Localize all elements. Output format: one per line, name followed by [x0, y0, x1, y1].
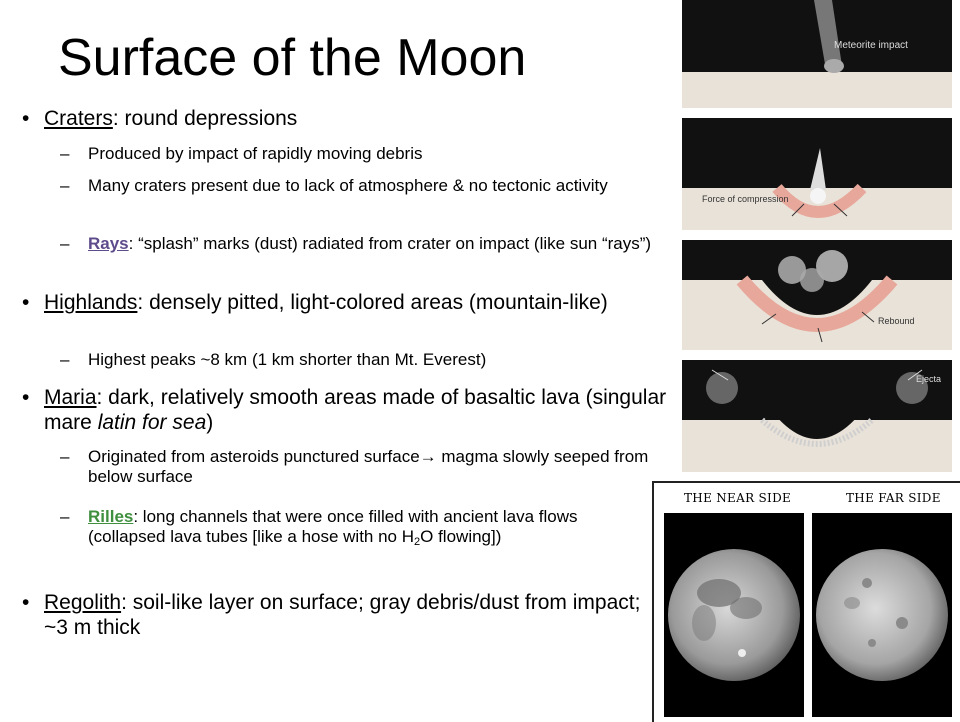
panel-ejecta	[682, 360, 952, 472]
arrow-right-icon: →	[419, 447, 437, 466]
craters-text: : round depressions	[112, 107, 298, 130]
slide-title: Surface of the Moon	[58, 29, 527, 87]
sub-bullet-rilles: – Rilles: long channels that were once filled with ancient lava flows (collapsed lava tubes [like a hose with no $H_2O$ flowing])	[60, 507, 578, 548]
panel-compression	[682, 118, 952, 230]
term-rays[interactable]: Rays	[88, 234, 129, 253]
sub-text-a: Originated from asteroids punctured surface	[88, 447, 420, 466]
maria-text-b: )	[206, 411, 214, 434]
rilles-subscript: 2	[414, 536, 421, 548]
maria-text-a: : dark, relatively smooth areas made of basaltic lava (singular mare	[44, 386, 667, 434]
sub-bullet-atmosphere: – Many craters present due to lack of atmosphere & no tectonic activity	[60, 176, 608, 195]
sub-bullet-rays: – Rays: “splash” marks (dust) radiated from crater on impact (like sun “rays”)	[60, 234, 652, 253]
maria-italic: latin for sea	[97, 411, 207, 434]
label-ejecta: Ejecta	[916, 374, 942, 384]
panel-meteorite-impact	[682, 0, 952, 108]
rilles-text-b: O flowing])	[420, 527, 502, 546]
sub-text: Highest peaks ~8 km (1 km shorter than Mt. Everest)	[88, 350, 487, 369]
compression-image	[682, 118, 952, 230]
meteorite-impact-image	[682, 0, 952, 108]
near-side-photo	[664, 513, 804, 717]
bullet-dot: •	[22, 107, 30, 130]
term-regolith: Regolith	[44, 591, 122, 614]
rebound-image	[682, 240, 952, 350]
term-maria: Maria	[44, 386, 97, 409]
term-craters: Craters	[44, 107, 113, 130]
label-meteorite: Meteorite impact	[834, 40, 908, 51]
panel-rebound	[682, 240, 952, 350]
label-rebound: Rebound	[878, 316, 915, 326]
sub-text: Many craters present due to lack of atmosphere & no tectonic activity	[88, 176, 608, 195]
sub-bullet-debris: – Produced by impact of rapidly moving debris	[60, 144, 423, 163]
rilles-text-a: : long channels that were once filled with ancient lava flows (collapsed lava tubes [like a hose with no H	[88, 507, 578, 546]
bullet-maria: • Maria: dark, relatively smooth areas made of basaltic lava (singular mare latin for sea)	[22, 386, 667, 434]
bullet-craters	[22, 106, 298, 131]
ejecta-image	[682, 360, 952, 472]
bullet-highlands: • Highlands: densely pitted, light-colored areas (mountain-like)	[22, 291, 608, 314]
label-near-side: THE NEAR SIDE	[684, 491, 792, 505]
term-rilles[interactable]: Rilles	[88, 507, 134, 526]
rays-text: : “splash” marks (dust) radiated from crater on impact (like sun “rays”)	[128, 234, 652, 253]
moon-sides-image	[652, 481, 960, 722]
regolith-text: : soil-like layer on surface; gray debris/dust from impact; ~3 m thick	[44, 591, 641, 639]
label-compression: Force of compression	[702, 194, 789, 204]
highlands-text: : densely pitted, light-colored areas (mountain-like)	[137, 291, 608, 314]
sub-bullet-peaks: – Highest peaks ~8 km (1 km shorter than Mt. Everest)	[60, 350, 487, 369]
label-far-side: THE FAR SIDE	[846, 491, 941, 505]
sub-text-b: magma slowly seeped from below surface	[88, 447, 649, 486]
sub-text: Produced by impact of rapidly moving debris	[88, 144, 423, 163]
term-highlands: Highlands	[44, 291, 138, 314]
far-side-photo	[812, 513, 952, 717]
bullet-regolith: • Regolith: soil-like layer on surface; gray debris/dust from impact; ~3 m thick	[22, 591, 641, 639]
sub-bullet-asteroids: – Originated from asteroids punctured surface→ magma slowly seeped from below surface	[60, 447, 649, 486]
